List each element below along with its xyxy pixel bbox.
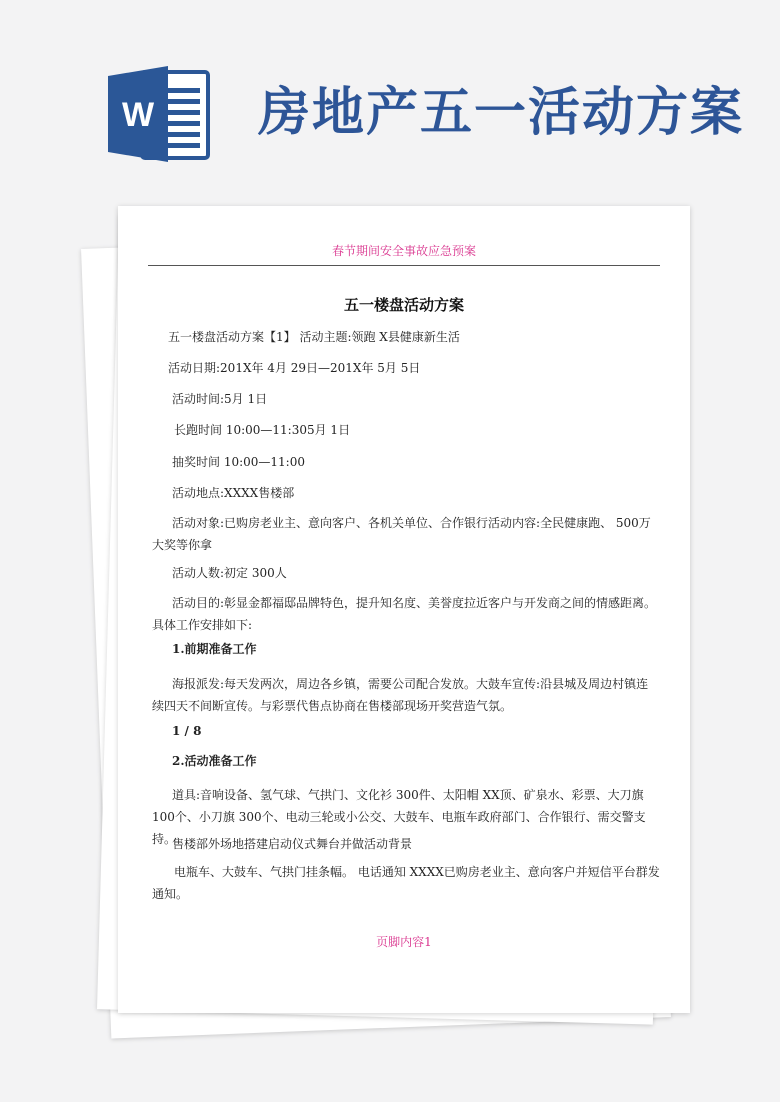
paragraph: 售楼部外场地搭建启动仪式舞台并做活动背景 — [172, 837, 413, 851]
paragraph: 活动日期:201X年 4月 29日—201X年 5月 5日 — [168, 361, 421, 375]
page-footer: 页脚内容1 — [376, 935, 432, 949]
section-heading: 2.活动准备工作 — [172, 754, 257, 768]
document-title: 五一楼盘活动方案 — [343, 296, 464, 314]
paragraph: 道具:音响设备、氢气球、气拱门、文化衫 300件、太阳帽 XX顶、矿泉水、彩票、大刀旗 100个、小刀旗 300个、电动三轮或小公交、大鼓车、电瓶车政府部门、合作银行、需交警支持。 — [152, 788, 646, 846]
word-icon-letter: W — [121, 96, 155, 134]
word-document-icon — [108, 66, 210, 162]
section-heading: 1.前期准备工作 — [172, 642, 257, 656]
paragraph: 活动时间:5月 1日 — [172, 392, 268, 406]
paragraph: 电瓶车、大鼓车、气拱门挂条幅。 电话通知 XXXX已购房老业主、意向客户并短信平台群发通知。 — [152, 865, 660, 901]
page-title: 房地产五一活动方案 — [258, 82, 745, 143]
paragraph: 长跑时间 10:00—11:305月 1日 — [174, 423, 351, 437]
page-number: 1 / 8 — [172, 724, 202, 738]
paragraph: 活动地点:XXXX售楼部 — [172, 486, 295, 500]
paragraph: 五一楼盘活动方案【1】 活动主题:领跑 X县健康新生活 — [168, 330, 460, 344]
paragraph: 活动人数:初定 300人 — [172, 566, 287, 580]
banner — [0, 0, 780, 190]
paragraph: 海报派发:每天发两次，周边各乡镇，需要公司配合发放。大鼓车宣传:沿县城及周边村镇连续四天不间断宣传。与彩票代售点协商在售楼部现场开奖营造气氛。 — [152, 677, 649, 713]
paragraph: 活动对象:已购房老业主、意向客户、各机关单位、合作银行活动内容:全民健康跑、 500万大奖等你拿 — [152, 516, 651, 552]
paragraph: 活动目的:彰显金都福邸品牌特色，提升知名度、美誉度拉近客户与开发商之间的情感距离。具体工作安排如下: — [152, 596, 657, 632]
header-divider — [148, 265, 660, 266]
paragraph: 抽奖时间 10:00—11:00 — [172, 455, 305, 469]
page-header: 春节期间安全事故应急预案 — [331, 244, 476, 258]
document-page — [118, 206, 690, 1013]
